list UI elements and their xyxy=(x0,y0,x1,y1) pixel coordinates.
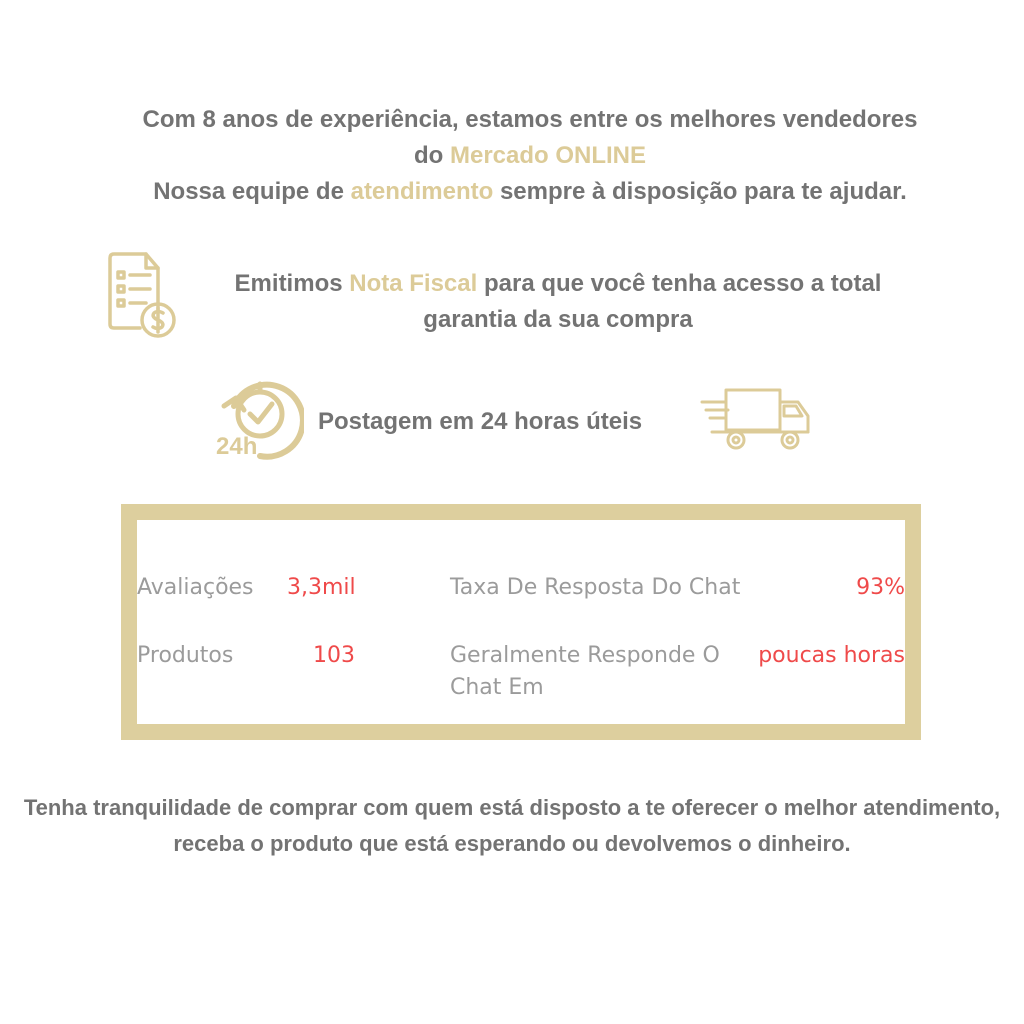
nota-fiscal-text xyxy=(188,266,928,338)
avaliacoes-label: Avaliações xyxy=(137,575,254,600)
intro-line-2-prefix: do xyxy=(413,142,450,169)
nota-fiscal-highlight: Nota Fiscal xyxy=(349,270,478,297)
invoice-dollar-icon xyxy=(106,250,182,340)
avaliacoes-value: 3,3mil xyxy=(287,575,356,600)
responde-label: Geralmente Responde O Chat Em xyxy=(450,643,720,700)
intro-paragraph xyxy=(40,102,1020,210)
postagem-row xyxy=(200,376,840,466)
intro-line-3-prefix: Nossa equipe de xyxy=(153,178,351,205)
taxa-resposta-label: Taxa De Resposta Do Chat xyxy=(450,575,741,600)
produtos-value: 103 xyxy=(313,643,355,668)
postagem-text: Postagem em 24 horas úteis xyxy=(318,408,643,435)
nota-fiscal-row xyxy=(100,250,940,342)
intro-line-1: Com 8 anos de experiência, estamos entre os melhores vendedores xyxy=(142,106,918,133)
produtos-label: Produtos xyxy=(137,643,234,668)
taxa-resposta-value: 93% xyxy=(856,575,905,600)
footer-text: Tenha tranquilidade de comprar com quem está disposto a te oferecer o melhor atendimento, receba o produto que está esperando ou devolvemos o dinheiro. xyxy=(23,795,1001,856)
nota-fiscal-suffix: para que você tenha acesso a total garantia da sua compra xyxy=(423,270,882,333)
clock-24h-icon xyxy=(216,376,304,462)
atendimento-highlight: atendimento xyxy=(350,178,494,205)
delivery-truck-icon xyxy=(700,384,812,454)
intro-line-3-suffix: sempre à disposição para te ajudar. xyxy=(493,178,907,205)
stats-box xyxy=(121,504,921,740)
nota-fiscal-prefix: Emitimos xyxy=(234,270,350,297)
clock-24h-label: 24h xyxy=(216,433,258,460)
mercado-online-highlight: Mercado ONLINE xyxy=(449,142,647,169)
responde-value: poucas horas xyxy=(758,643,905,668)
